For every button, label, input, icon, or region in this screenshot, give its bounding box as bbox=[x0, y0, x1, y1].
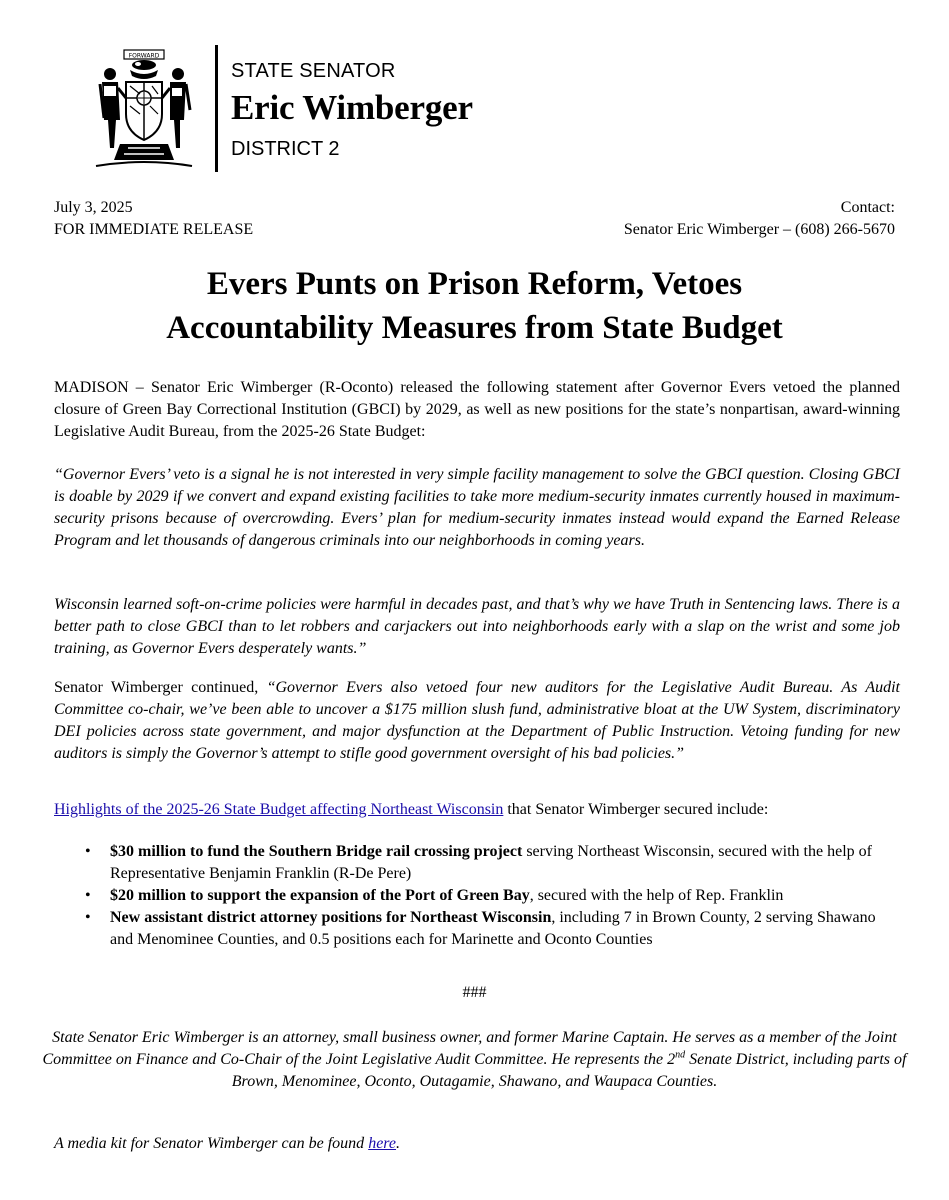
list-item bbox=[54, 907, 900, 951]
list-item-bold: $20 million to support the expansion of the Port of Green Bay bbox=[110, 887, 530, 904]
senator-bio bbox=[40, 1027, 909, 1093]
list-item-text: , including 7 in Brown County, 2 serving Shawano and Menominee Counties, and 0.5 positions each for Marinette and Oconto Counties bbox=[110, 909, 876, 948]
bullet-icon: • bbox=[85, 843, 91, 860]
highlights-list bbox=[54, 841, 900, 951]
list-item bbox=[54, 885, 900, 907]
end-mark: ### bbox=[462, 984, 487, 1001]
svg-text:FORWARD: FORWARD bbox=[128, 52, 160, 60]
bullet-icon: • bbox=[85, 909, 91, 926]
release-type: FOR IMMEDIATE RELEASE bbox=[54, 221, 254, 238]
release-date: July 3, 2025 bbox=[54, 199, 133, 216]
contact-info bbox=[624, 197, 895, 241]
list-item-bold: $30 million to fund the Southern Bridge rail crossing project bbox=[110, 843, 523, 860]
continued-paragraph bbox=[54, 677, 900, 765]
media-kit-end: . bbox=[396, 1135, 401, 1152]
continued-lead: Senator Wimberger continued, bbox=[54, 679, 267, 696]
bio-part-1: State Senator Eric Wimberger is an attorney, small business owner, and former Marine Captain. He serves as a member of the Joint Committee on Finance and Co-Chair of the Joint Legislative Audit Committee. He represents the 2 bbox=[42, 1029, 897, 1068]
headline-line-1: Evers Punts on Prison Reform, Vetoes bbox=[206, 266, 743, 302]
bio-part-2: Senate District, including parts of Brown, Menominee, Oconto, Outagamie, Shawano, and Waupaca Counties. bbox=[231, 1051, 907, 1090]
contact-value: Senator Eric Wimberger – (608) 266-5670 bbox=[623, 221, 895, 238]
media-kit-text: A media kit for Senator Wimberger can be found bbox=[54, 1135, 369, 1152]
list-item-text: serving Northeast Wisconsin, secured with the help of Representative Benjamin Franklin (R-De Pere) bbox=[110, 843, 872, 882]
highlights-link[interactable]: Highlights of the 2025-26 State Budget affecting Northeast Wisconsin bbox=[54, 801, 504, 818]
bullet-icon: • bbox=[85, 887, 91, 904]
wisconsin-seal-icon bbox=[90, 48, 198, 172]
quote-paragraph-2: Wisconsin learned soft-on-crime policies were harmful in decades past, and that’s why we have Truth in Sentencing laws. There is a better path to close GBCI than to let robbers and carjackers out into neighborhoods early with a slap on the wrist and some job training, as Governor Evers desperately wants.” bbox=[54, 596, 900, 657]
contact-label: Contact: bbox=[840, 199, 895, 216]
list-item-bold: New assistant district attorney positions for Northeast Wisconsin bbox=[110, 909, 552, 926]
highlights-paragraph bbox=[54, 799, 900, 821]
letterhead-office: STATE SENATOR bbox=[231, 60, 396, 82]
list-item bbox=[54, 841, 900, 885]
bio-ordinal: nd bbox=[675, 1049, 686, 1061]
quote-paragraph-1: “Governor Evers’ veto is a signal he is not interested in very simple facility management to solve the GBCI question. Closing GBCI is doable by 2029 if we convert and expand existing facilities to take more medium-security inmates currently housed in maximum-security prisons because of overcrowding. Evers’ plan for medium-security inmates instead would expand the Earned Release Program and let thousands of dangerous criminals into our neighborhoods in coming years. bbox=[54, 466, 900, 549]
highlights-rest: that Senator Wimberger secured include: bbox=[503, 801, 769, 818]
continued-quote: “Governor Evers also vetoed four new auditors for the Legislative Audit Bureau. As Audit Committee co-chair, we’ve been able to uncover a $175 million slush fund, administrative bloat at the UW System, discriminatory DEI policies across state government, and major dysfunction at the Department of Public Instruction. Vetoing funding for new auditors is simply the Governor’s attempt to stifle good government oversight of his bad policies.” bbox=[54, 679, 900, 762]
headline bbox=[40, 262, 909, 350]
media-kit-line bbox=[54, 1135, 400, 1153]
letterhead-name: Eric Wimberger bbox=[231, 88, 473, 127]
headline-line-2: Accountability Measures from State Budget bbox=[166, 310, 783, 346]
list-item-text: , secured with the help of Rep. Franklin bbox=[529, 887, 784, 904]
intro-paragraph: MADISON – Senator Eric Wimberger (R-Oconto) released the following statement after Governor Evers vetoed the planned closure of Green Bay Correctional Institution (GBCI) by 2029, as well as new positions for the state’s nonpartisan, award-winning Legislative Audit Bureau, from the 2025-26 State Budget: bbox=[54, 379, 900, 440]
letterhead-district: DISTRICT 2 bbox=[231, 138, 340, 160]
release-info bbox=[54, 197, 253, 241]
media-kit-link[interactable]: here bbox=[368, 1135, 397, 1152]
letterhead-divider bbox=[215, 45, 218, 172]
